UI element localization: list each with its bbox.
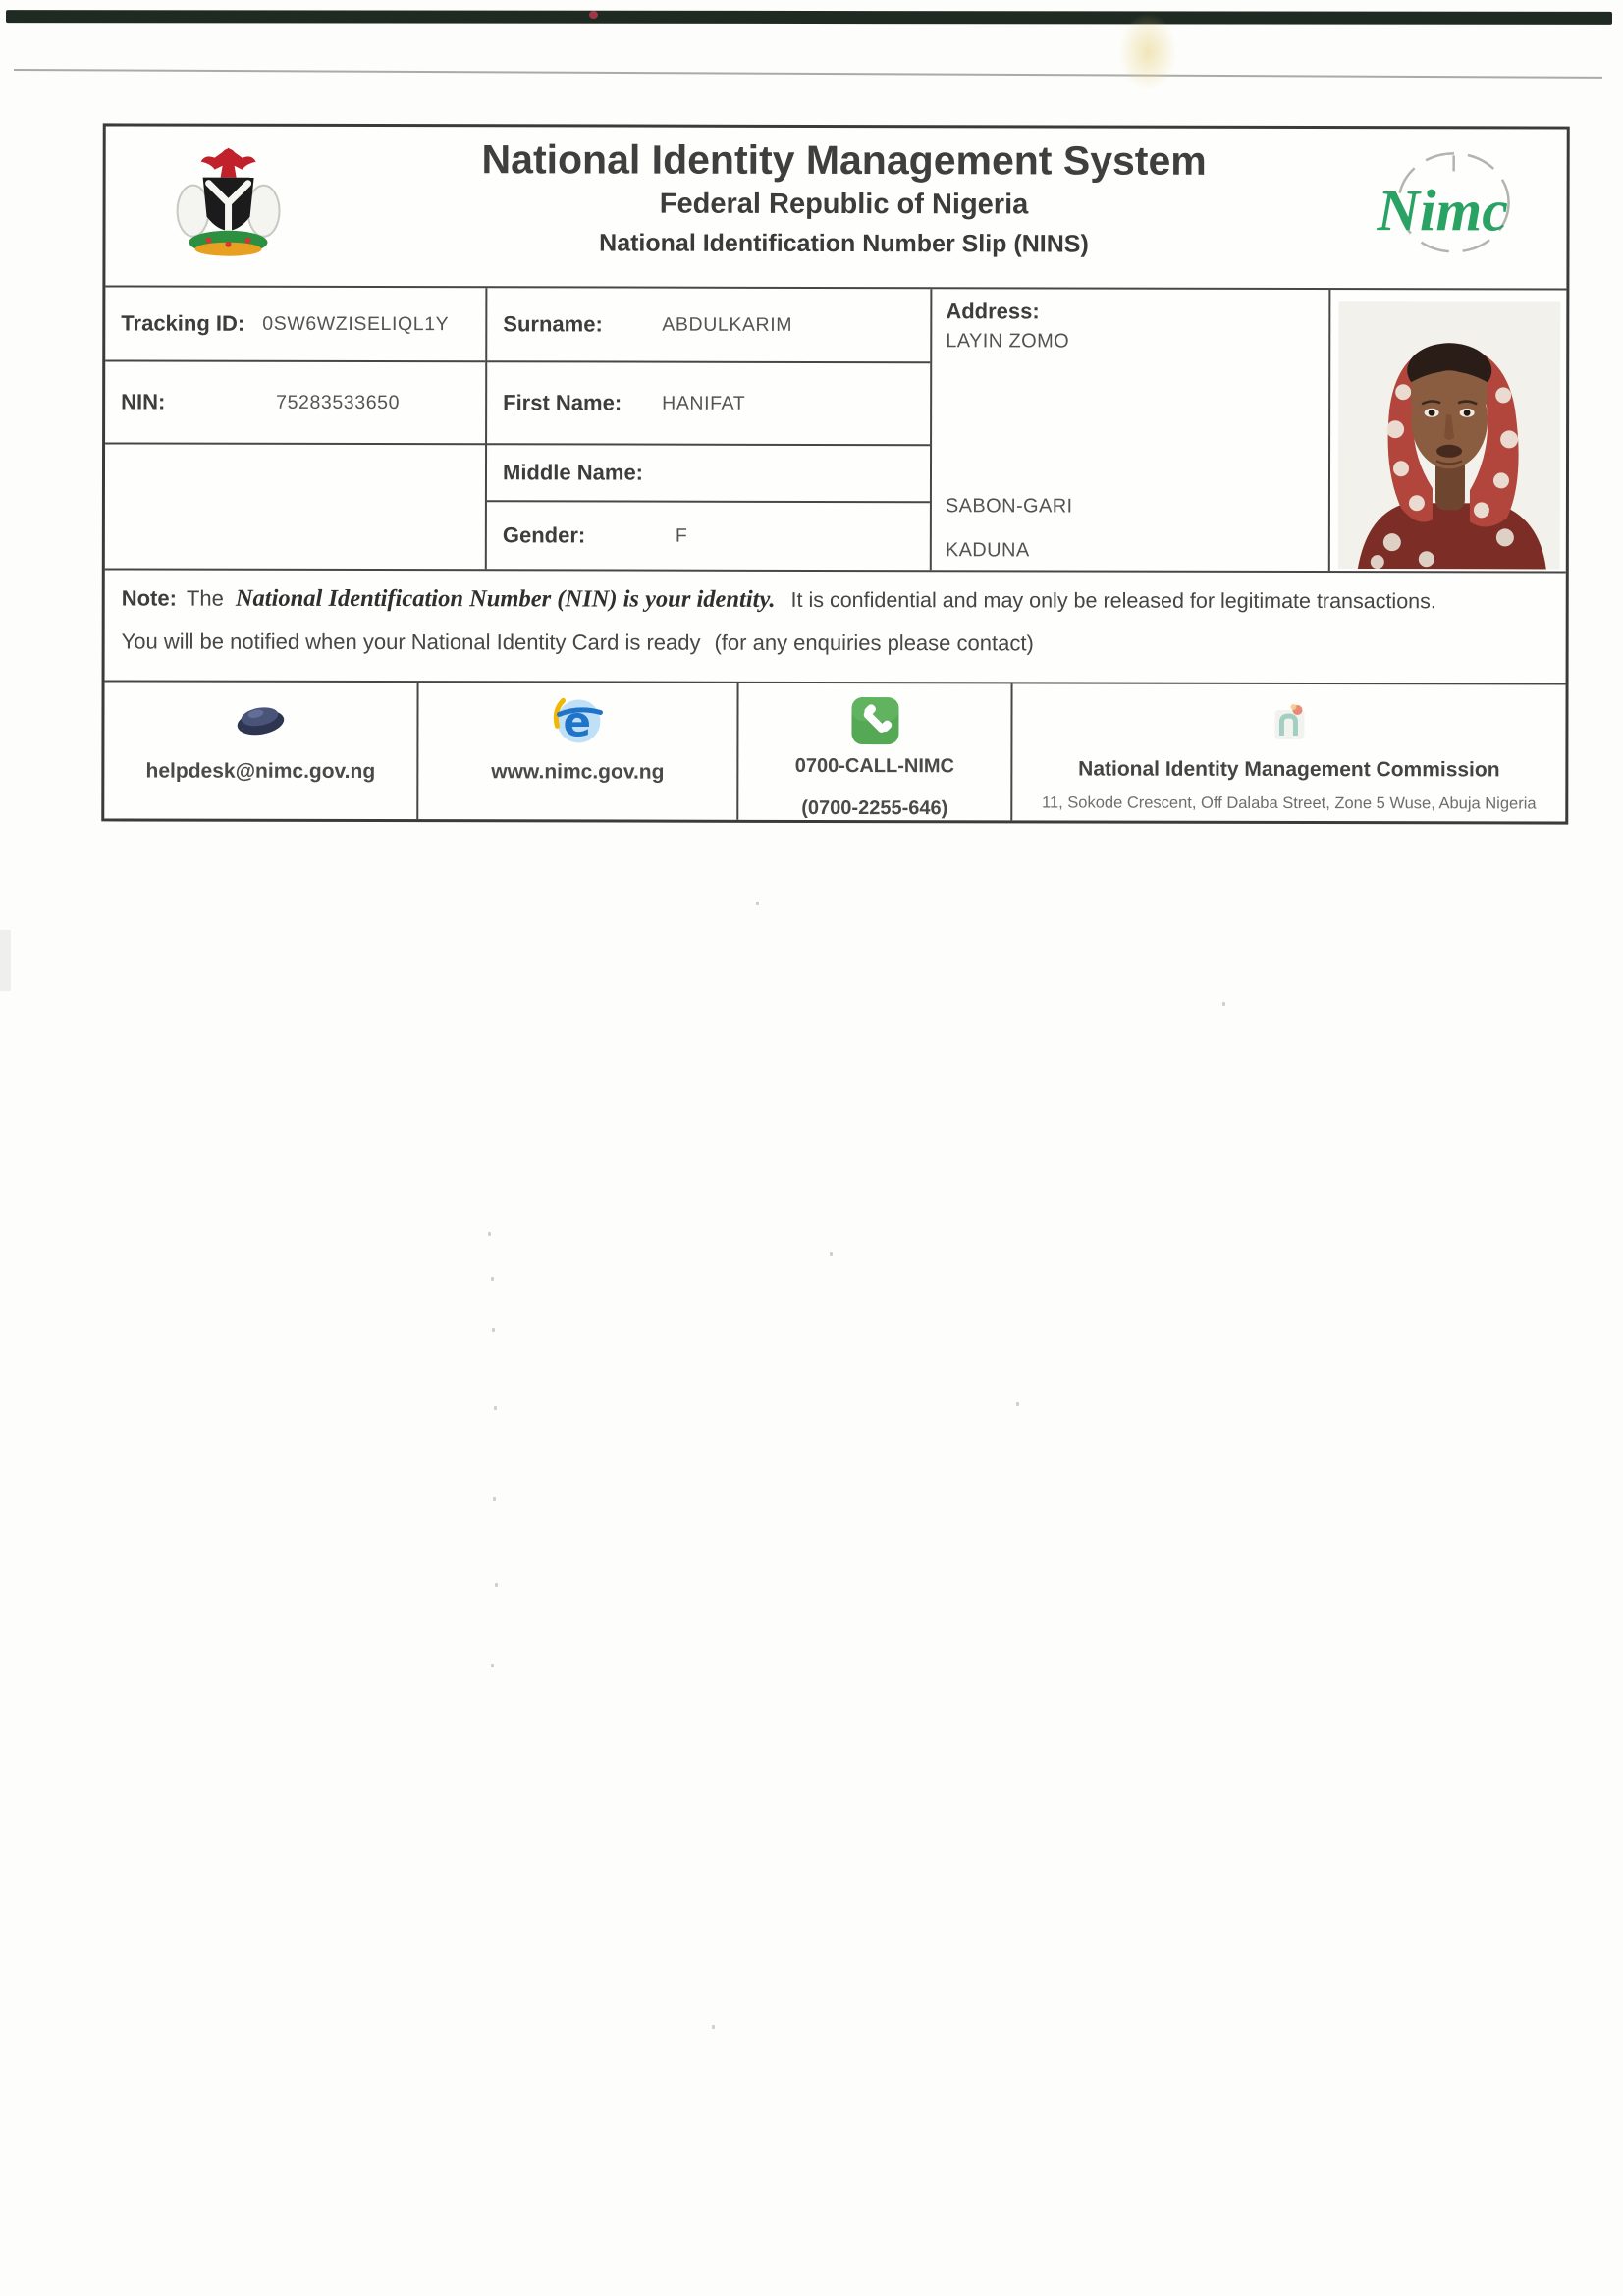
nimc-mark-icon <box>1269 693 1310 750</box>
scan-speck <box>493 1497 496 1501</box>
note-rest: It is confidential and may only be released for legitimate transactions. <box>790 587 1436 614</box>
tracking-id-field <box>105 287 485 362</box>
card-title: National Identity Management System <box>481 137 1207 184</box>
note-emphasis: National Identification Number (NIN) is your identity. <box>235 584 776 613</box>
nin-field <box>105 361 485 445</box>
scan-speck <box>1016 1402 1019 1406</box>
first-name-field <box>487 362 930 446</box>
scan-speck <box>491 1664 494 1667</box>
tracking-id-label: Tracking ID: <box>121 310 245 336</box>
header-titles <box>351 127 1336 288</box>
nigeria-coat-of-arms-icon <box>105 126 351 286</box>
commission-name: National Identity Management Commission <box>1078 757 1500 782</box>
commission-cell <box>1012 683 1565 821</box>
email-cell <box>104 682 418 819</box>
gender-field <box>487 502 930 570</box>
scan-artifact-red-mark <box>589 11 598 19</box>
note-contact-text: (for any enquiries please contact) <box>714 629 1034 656</box>
internet-explorer-icon <box>549 691 606 748</box>
first-name-label: First Name: <box>503 390 622 415</box>
surname-label: Surname: <box>503 311 603 337</box>
address-spacer <box>946 353 1315 496</box>
svg-text:e: e <box>563 697 592 746</box>
scan-artifact-stain <box>1119 14 1176 90</box>
phone-name: 0700-CALL-NIMC <box>794 754 955 778</box>
card-header <box>105 126 1566 290</box>
scan-speck <box>495 1583 498 1587</box>
card-subtitle: Federal Republic of Nigeria <box>659 188 1029 221</box>
scan-speck <box>712 2025 715 2029</box>
note-lead: The <box>186 585 224 611</box>
email-text: helpdesk@nimc.gov.ng <box>145 759 376 784</box>
commission-address: 11, Sokode Crescent, Off Dalaba Street, Zone 5 Wuse, Abuja Nigeria <box>1041 793 1537 813</box>
surname-value: ABDULKARIM <box>662 313 793 336</box>
empty-cell <box>105 444 485 569</box>
name-column <box>487 288 933 570</box>
tracking-id-value: 0SW6WZISELIQL1Y <box>262 312 450 335</box>
note-section <box>105 570 1566 684</box>
phone-cell <box>738 683 1012 821</box>
first-name-value: HANIFAT <box>662 392 746 414</box>
scan-speck <box>756 902 759 905</box>
nin-value: 75283533650 <box>276 391 401 413</box>
scan-artifact-edge-smudge <box>0 930 11 991</box>
note-line-1 <box>122 584 1549 615</box>
card-slip-title: National Identification Number Slip (NINS) <box>599 229 1089 258</box>
scan-speck <box>830 1252 833 1256</box>
computer-mouse-icon <box>230 691 291 748</box>
scan-speck <box>491 1277 494 1281</box>
middle-name-label: Middle Name: <box>502 460 644 485</box>
scan-speck <box>488 1232 491 1236</box>
scan-speck <box>1222 1002 1225 1006</box>
website-text: www.nimc.gov.ng <box>491 760 665 784</box>
scan-artifact-thin-line <box>14 69 1602 79</box>
data-grid <box>105 287 1567 573</box>
scan-speck <box>492 1328 495 1332</box>
gender-value: F <box>675 524 688 547</box>
portrait-photo <box>1338 301 1561 569</box>
nimc-logo-text: Nimc <box>1377 178 1508 244</box>
surname-field <box>487 288 930 363</box>
address-field <box>932 289 1331 571</box>
address-line-3: KADUNA <box>945 539 1030 562</box>
contact-footer <box>104 682 1565 821</box>
photo-cell <box>1330 290 1567 572</box>
green-phone-icon <box>848 692 901 749</box>
scan-speck <box>494 1406 497 1410</box>
note-label: Note: <box>121 585 177 611</box>
phone-number: (0700-2255-646) <box>801 796 948 820</box>
address-label: Address: <box>946 299 1040 324</box>
website-cell <box>418 683 738 820</box>
note-ready-text: You will be notified when your National Identity Card is ready <box>121 629 701 655</box>
nin-label: NIN: <box>121 389 166 414</box>
address-line-2: SABON-GARI <box>945 495 1073 518</box>
scan-artifact-top-bar <box>6 10 1612 25</box>
middle-name-field <box>487 445 930 503</box>
id-column <box>105 287 488 569</box>
nins-slip-card <box>101 123 1569 824</box>
note-line-2 <box>122 629 1549 657</box>
address-line-1: LAYIN ZOMO <box>946 330 1070 353</box>
nimc-logo-icon <box>1336 129 1566 288</box>
gender-label: Gender: <box>502 522 586 548</box>
